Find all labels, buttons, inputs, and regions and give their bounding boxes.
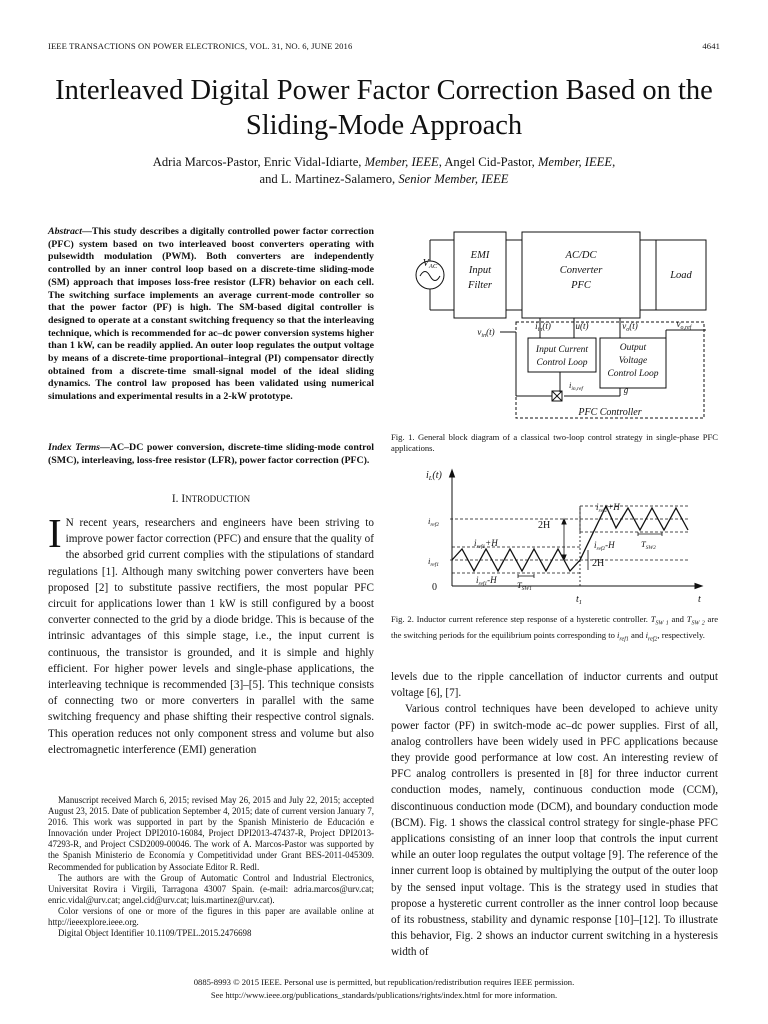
svg-text:TSW1: $T_{SW1}$ (517, 580, 532, 592)
svg-text:Input: Input (468, 265, 492, 276)
svg-text:PFC: PFC (571, 280, 591, 291)
svg-text:Control Loop: Control Loop (536, 358, 588, 368)
running-header-page-number: 4641 (702, 41, 720, 51)
svg-text:iin(t): $i_{in}(t)$ (535, 321, 551, 333)
svg-text:Control Loop: Control Loop (607, 369, 659, 379)
paragraph-control-techniques: Various control techniques have been developed to achieve unity power factor (PF) in switch-mode ac–dc power supplies. First of all, analog controllers have been widely used in PFC applications because they provide good performance at low cost. An interesting review of PFC analog controllers is presented in [8] for three inductor current conduction modes, namely, continuous conduction mode (CCM), discontinuous conduction mode (DCM), and boundary conduction mode (BCM). Fig. 1 shows the classical control strategy for single-phase PFC applications consisting of an inner loop that controls the input current while an outer loop regulates the output voltage [9]. The reference of the inner current loop is obtained by multiplying the output of the outer loop by the sensed input voltage. This is the strategy used in studies that propose a hysteretic current controller as the inner control loop because of its robustness, stability and dynamic response [10]–[12]. To illustrate this behavior, Fig. 2 shows an inductor current switching in a hysteresis width of (391, 703, 718, 959)
svg-text:TSW2: $T_{SW2}$ (641, 539, 656, 551)
footnote-color: Color versions of one or more of the figures in this paper are available online at http://ieeexplore.ieee.org. (48, 905, 374, 928)
index-terms: Index Terms—AC–DC power conversion, discrete-time sliding-mode control (SMC), interleaving, loss-free resistor (LFR), power factor correction (PFC). (48, 442, 374, 466)
svg-text:t: t (698, 594, 701, 605)
footnotes (48, 795, 374, 939)
svg-text:u(t): u(t) (575, 321, 589, 331)
svg-text:iref2: $i_{ref2}$ (428, 516, 440, 528)
svg-text:iin,ref: $i_{in,ref}$ (569, 380, 583, 392)
svg-text:0: 0 (432, 582, 437, 593)
svg-text:Output: Output (619, 343, 647, 353)
svg-text:Input Current: Input Current (535, 345, 589, 355)
figure-2-waveform (400, 462, 710, 608)
abstract: Abstract—This study describes a digitally controlled power factor correction (PFC) system based on two interleaved boost converters operating with pulsewidth modulation (PWM). Both converters are independently controlled by an inner control loop based on a discrete-time sliding-mode (SM) approach that imposes loss-free resistor (LFR) behavior on each cell. The switching surface implements an average current-mode controller so that the power factor (PF) is high. The SM-based digital controller is designed to operate at a constant switching frequency so that the interleaving technique, which is recommended for ac–dc power conversion systems higher than 1 kW, can be readily applied. An outer loop regulates the output voltage by means of a discrete-time proportional–integral (PI) compensator directly obtained from a discrete-time small-signal model of the ideal sliding dynamics. The control law proposed has been validated using numerical simulations and experimental results in a 2-kW prototype. (48, 226, 374, 403)
svg-text:2H: 2H (592, 558, 605, 569)
right-column-text (391, 669, 718, 961)
figure-1-block-diagram (410, 226, 710, 426)
copyright-footer: 0885-8993 © 2015 IEEE. Personal use is permitted, but republication/redistribution requires IEEE permission. See http://www.ieee.org/publications_standards/publications/rights/index.html for more information. (193, 977, 575, 1000)
svg-text:AC/DC: AC/DC (565, 250, 597, 261)
svg-text:t1: $t_1$ (576, 594, 583, 606)
svg-text:vin(t): $v_{in}(t)$ (477, 327, 495, 339)
svg-text:vo(t): $v_o(t)$ (622, 321, 638, 333)
svg-text:VAC: $V_{AC}$ (422, 258, 438, 270)
footnote-manuscript: Manuscript received March 6, 2015; revised May 26, 2015 and July 22, 2015; accepted August 23, 2015. Date of publication September 4, 2015; date of current version January 7, 2016. This work was supported in part by the Spanish Ministerio de Educación e Innovación under Project DPI2010-16084, Project DPI2013-47437-R, Project DPI2013-47293-R, and Project CSD2009-00046. The work of A. Marcos-Pastor was supported by the Spanish Ministerio de Economía y Competitividad under Grant BES-2011-045309. Recommended for publication by Associate Editor R. Redl. (48, 795, 374, 872)
svg-text:iL(t): $i_L(t)$ (426, 470, 442, 482)
svg-text:Voltage: Voltage (618, 356, 648, 366)
svg-text:Filter: Filter (468, 280, 492, 291)
svg-text:Load: Load (670, 270, 692, 281)
svg-text:Converter: Converter (559, 265, 603, 276)
svg-text:iref2-H: $i_{ref2}-H$ (594, 540, 615, 552)
author-list: Adria Marcos-Pastor, Enric Vidal-Idiarte, Member, IEEE, Angel Cid-Pastor, Member, IEEE, and L. Martinez-Salamero, Senior Member, IEEE (152, 155, 616, 186)
section-heading: I. INTRODUCTION (171, 493, 251, 505)
footnote-affiliation: The authors are with the Group of Automatic Control and Industrial Electronics, Universitat Rovira i Virgili, Tarragona 43007 Spain. (e-mail: adria.marcos@urv.cat; enric.vidal@urv.cat; angel.cid@urv.cat; luis.martinez@urv.cat). (48, 872, 374, 905)
paragraph-continued: levels due to the ripple cancellation of inductor currents and output voltage [6], [7]. (391, 671, 718, 700)
figure-2-caption: Fig. 2. Inductor current reference step response of a hysteretic controller. $T_{SW 1}$ and $T_{SW 2}$ are the switching periods for the equilibrium points corresponding to $i_{ref1}$ and $i_{ref2}$, respectively. (391, 614, 719, 643)
paper-title: Interleaved Digital Power Factor Correction Based on the Sliding-Mode Approach (55, 75, 713, 141)
svg-text:iref1-H: $i_{ref1}-H$ (476, 575, 497, 587)
svg-text:iref2+H: $i_{ref2}+H$ (596, 502, 620, 514)
introduction-text: I N recent years, researchers and engineers have been striving to improve power factor correction (PFC) and ensure that the quality of the absorbed grid current complies with the stipulations of standard regulations [1]. Although many switching power converters have been proposed [2] to substitute passive rectifiers, the most popular PFC circuit for applications lower than 1 kW is still configured by a boost converter connected to the grid by a diode bridge. This is because of the intrinsic advantages of this simple stage, i.e., the input current is continuous, the transistor is grounded, and it is simple and highly efficient. For higher power levels and single-phase applications, the interleaving technique is recommended [3]–[5]. This technique consists of connecting two or more converters in parallel with the same switching frequency and phase shifting their respective control signals. This operation reduces not only component stress and volume but also electromagnetic interference (EMI) generation (48, 510, 374, 756)
svg-text:vo,ref: $v_{o,ref}$ (676, 319, 692, 331)
svg-text:2H: 2H (538, 520, 551, 531)
drop-cap: I (48, 510, 62, 556)
footnote-doi: Digital Object Identifier 10.1109/TPEL.2015.2476698 (58, 928, 252, 939)
svg-text:PFC Controller: PFC Controller (578, 407, 642, 418)
svg-text:iref1: $i_{ref1}$ (428, 556, 440, 568)
svg-text:g: g (623, 385, 629, 395)
running-header-journal: IEEE TRANSACTIONS ON POWER ELECTRONICS, VOL. 31, NO. 6, JUNE 2016 (48, 41, 353, 51)
figure-1-caption: Fig. 1. General block diagram of a classical two-loop control strategy in single-phase PFC applications. (391, 432, 718, 453)
svg-text:EMI: EMI (470, 250, 490, 261)
svg-text:iref1+H: $i_{ref1}+H$ (474, 538, 498, 550)
